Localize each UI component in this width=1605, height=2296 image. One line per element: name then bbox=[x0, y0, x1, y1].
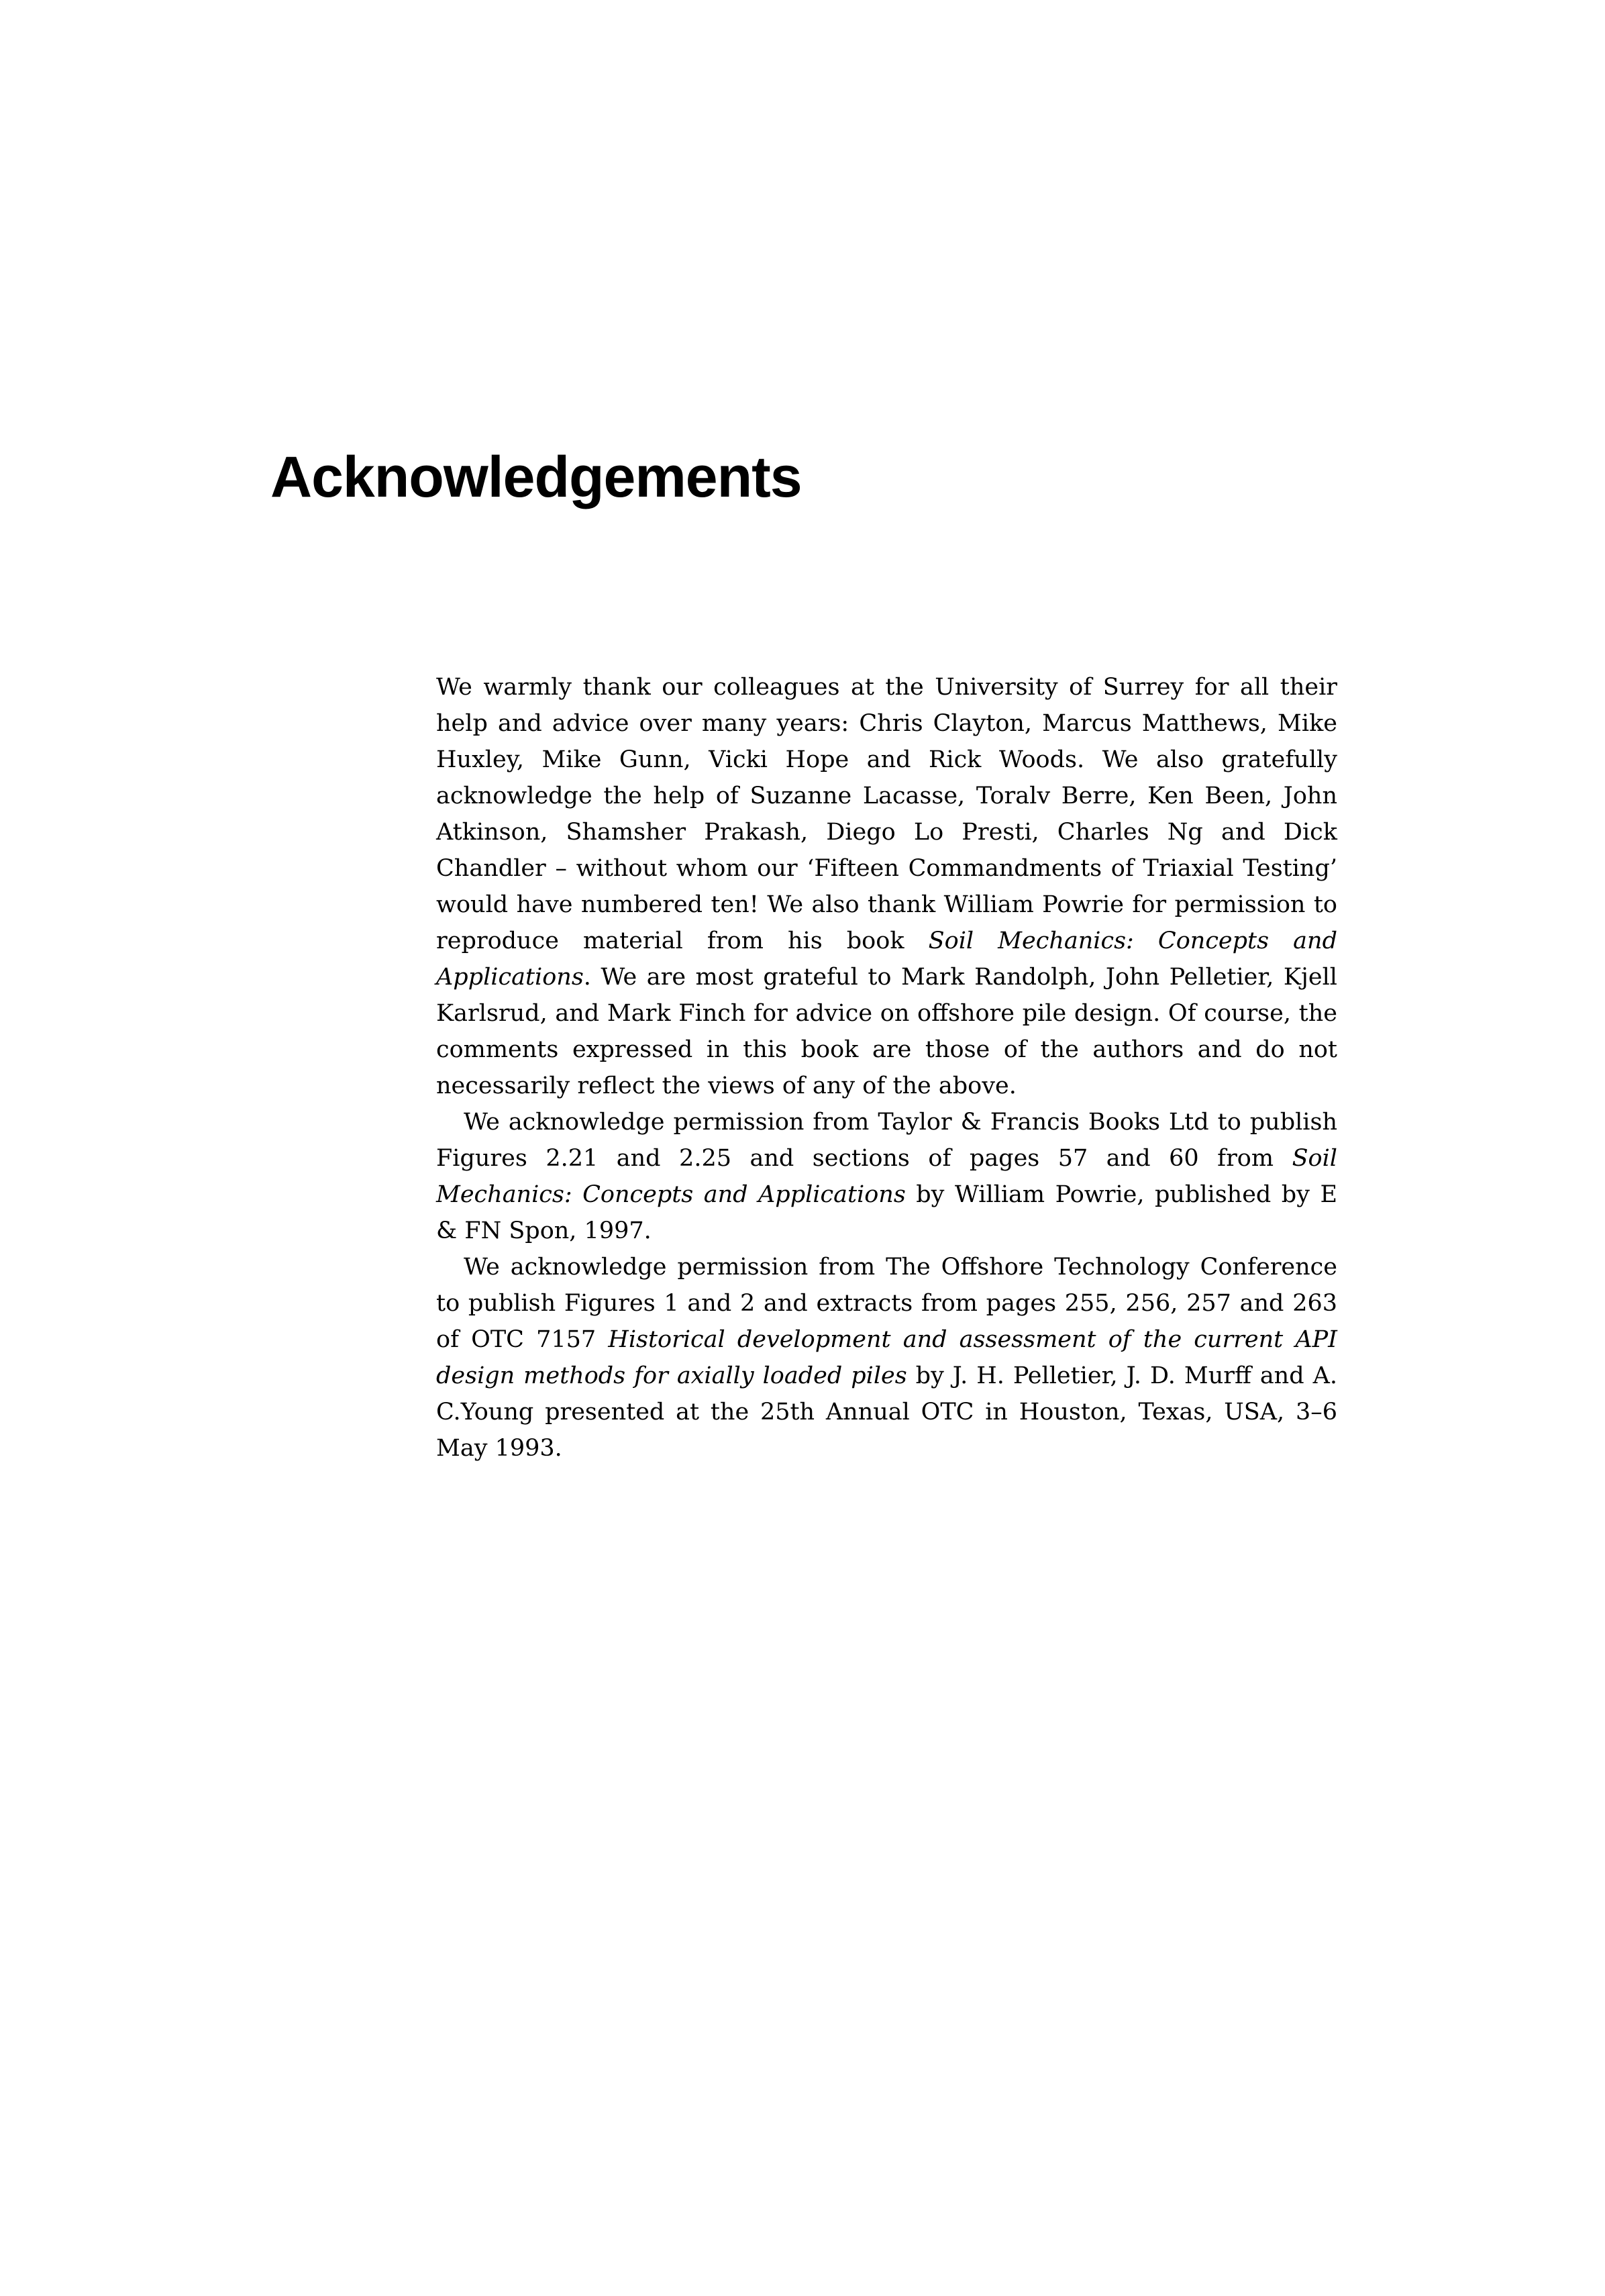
paragraph-1-text-end: . We are most grateful to Mark Randolph, John Pelletier, Kjell Karlsrud, and Mark Finch for advice on offshore pile design. Of course, the comments expressed in this book are those of the authors and do not necessarily reflect the views of any of the above. bbox=[436, 964, 1337, 1099]
paragraph-2-text-start: We acknowledge permission from Taylor & Francis Books Ltd to publish Figures 2.21 and 2.25 and sections of pages 57 and 60 from bbox=[436, 1109, 1337, 1172]
paragraph-2-text-end: by William Powrie, published by E & FN Spon, 1997. bbox=[436, 1181, 1337, 1244]
paragraph-1-book-title-italic: Soil Mechanics: Concepts and Applications bbox=[436, 928, 1337, 991]
acknowledgements-text-block bbox=[436, 669, 1337, 1466]
paragraph-colleagues bbox=[436, 669, 1337, 1104]
paragraph-taylor-francis bbox=[436, 1104, 1337, 1249]
page-title: Acknowledgements bbox=[270, 445, 802, 509]
paragraph-otc bbox=[436, 1249, 1337, 1466]
paragraph-2-book-title-italic: Soil Mechanics: Concepts and Applications bbox=[436, 1145, 1337, 1208]
paragraph-3-text-end: by J. H. Pelletier, J. D. Murff and A. C.Young presented at the 25th Annual OTC in Houston, Texas, USA, 3–6 May 1993. bbox=[436, 1362, 1337, 1462]
paragraph-3-text-start: We acknowledge permission from The Offshore Technology Conference to publish Figures 1 and 2 and extracts from pages 255, 256, 257 and 263 of OTC 7157 bbox=[436, 1254, 1337, 1353]
paragraph-3-paper-title-italic: Historical development and assessment of the current API design methods for axially loaded piles bbox=[436, 1326, 1338, 1389]
paragraph-1-text-start: We warmly thank our colleagues at the University of Surrey for all their help and advice over many years: Chris Clayton, Marcus Matthews, Mike Huxley, Mike Gunn, Vicki Hope and Rick Woods. We also gratefully acknowledge the help of Suzanne Lacasse, Toralv Berre, Ken Been, John Atkinson, Shamsher Prakash, Diego Lo Presti, Charles Ng and Dick Chandler – without whom our ‘Fifteen Commandments of Triaxial Testing’ would have numbered ten! We also thank William Powrie for permission to reproduce material from his book bbox=[436, 674, 1337, 954]
